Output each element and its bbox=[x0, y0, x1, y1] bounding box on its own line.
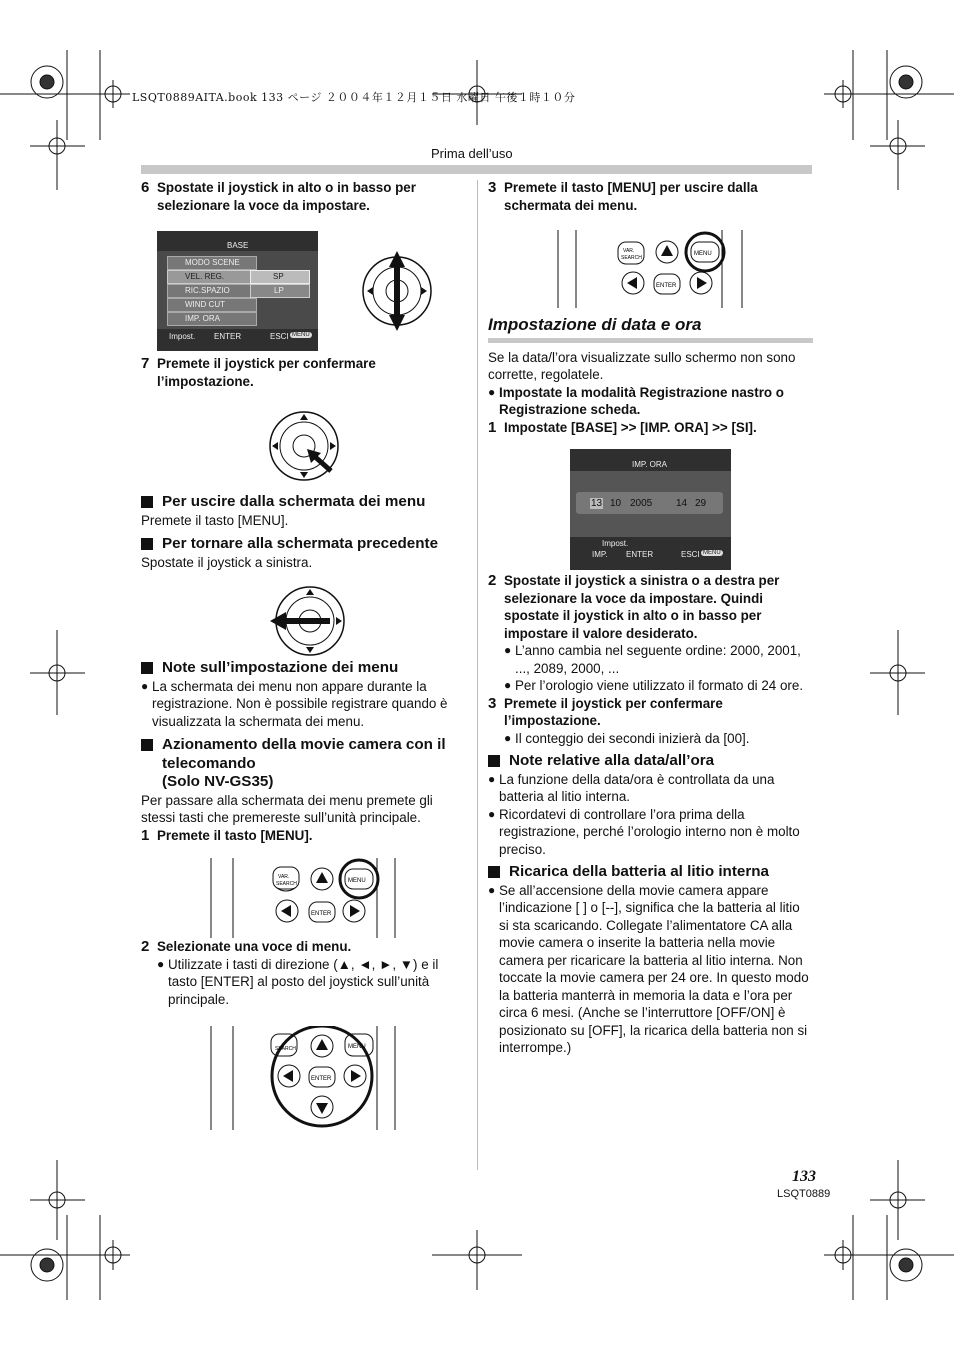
clock-minute: 29 bbox=[695, 498, 707, 509]
remote-menu-exit-illustration bbox=[556, 230, 746, 308]
svg-text:ENTER: ENTER bbox=[311, 1076, 332, 1082]
footer-right: ESCI bbox=[270, 332, 289, 341]
date-intro: Se la data/l’ora visualizzate sullo schermo non sono corrette, regolatele. bbox=[488, 349, 796, 382]
notes-heading: Note sull’impostazione dei menu bbox=[141, 659, 466, 678]
print-header: LSQT0889AITA.book 133 ページ ２００４年１２月１５日 水曜日 午後１時１０分 bbox=[132, 91, 576, 104]
date-notes-bullet: ● Ricordatevi di controllare l’ora prima della registrazione, perché l’orologio interno non è molto preciso. bbox=[488, 806, 800, 857]
top-bar bbox=[141, 165, 812, 174]
menu-screen bbox=[157, 231, 318, 351]
menu-badge: MENU bbox=[292, 332, 310, 338]
battery-bullet: ● Se all’accensione della movie camera appare l’indicazione [ ] o [--], significa che la batteria al litio si sta scaricando. Collegate l’alimentatore CA alla movie camera o inserite la batteria nella movie camera per ricaricare la batteria al litio interna. Non toccate la movie camera per 24 ore. In questo modo la batteria manterrà in memoria la data e l’ora per circa 6 mesi. (Anche se l’interruttore [OFF/ON] è posizionato su [OFF], la ricarica della batteria non si interrompe.) bbox=[488, 882, 809, 1055]
clock-footer-2: IMP. bbox=[592, 550, 608, 559]
menu-item: RIC.SPAZIO bbox=[185, 286, 230, 295]
menu-item: WIND CUT bbox=[185, 300, 225, 309]
sub-option: LP bbox=[274, 286, 284, 295]
svg-text:MENU: MENU bbox=[348, 1044, 366, 1050]
date-step-1: 1 Impostate [BASE] >> [IMP. ORA] >> [SI]. bbox=[488, 418, 757, 436]
clock-footer-1: Impost. bbox=[602, 539, 629, 548]
date-notes-heading: Note relative alla data/all’ora bbox=[488, 752, 813, 771]
date-step-3: 3 Premete il joystick per confermare l’impostazione. bbox=[488, 694, 723, 728]
exit-text: Premete il tasto [MENU]. bbox=[141, 512, 289, 528]
clock-screen-header: IMP. ORA bbox=[632, 460, 667, 469]
joystick-press-icon bbox=[267, 409, 341, 483]
remote-step-1: 1 Premete il tasto [MENU]. bbox=[141, 826, 313, 844]
date-step-2: 2 Spostate il joystick a sinistra o a destra per selezionare la voce da impostare. Quindi spostate il joystick in alto o in basso per impostare il valore desiderato. bbox=[488, 572, 780, 641]
clock-year: 2005 bbox=[630, 498, 653, 509]
svg-text:ENTER: ENTER bbox=[311, 911, 332, 917]
footer-left: Impost. bbox=[169, 332, 196, 341]
menu-item: VEL. REG. bbox=[185, 272, 225, 281]
remote-var-search-label: VAR. bbox=[278, 874, 290, 880]
date-bullet: ● Impostate la modalità Registrazione nastro o Registrazione scheda. bbox=[488, 384, 784, 417]
date-step-3-bullet: ● Il conteggio dei secondi inizierà da [00]. bbox=[504, 730, 750, 746]
exit-heading: Per uscire dalla schermata dei menu bbox=[141, 493, 471, 512]
svg-text:ENTER: ENTER bbox=[656, 283, 677, 289]
left-column bbox=[141, 179, 466, 214]
clock-footer-enter: ENTER bbox=[626, 550, 654, 559]
date-notes-bullet: ● La funzione della data/ora è controllata da una batteria al litio interna. bbox=[488, 771, 775, 804]
svg-text:MENU: MENU bbox=[348, 878, 366, 884]
sub-option: SP bbox=[273, 272, 284, 281]
back-heading: Per tornare alla schermata precedente bbox=[141, 535, 471, 554]
menu-screen-header: BASE bbox=[227, 241, 249, 250]
svg-text:SEARCH: SEARCH bbox=[275, 1046, 296, 1052]
step-6: 6 Spostate il joystick in alto o in basso per selezionare la voce da impostare. bbox=[141, 179, 416, 213]
date-title: Impostazione di data e ora bbox=[488, 315, 702, 334]
menu-item: IMP. ORA bbox=[185, 314, 220, 323]
joystick-updown-icon bbox=[361, 249, 433, 334]
date-step-2-bullet: ● L’anno cambia nel seguente ordine: 2000, 2001, ..., 2089, 2000, ... bbox=[504, 643, 801, 676]
battery-heading: Ricarica della batteria al litio interna bbox=[488, 863, 813, 882]
clock-screen bbox=[570, 449, 731, 570]
page-number: 133 bbox=[792, 1168, 816, 1185]
notes-bullet: ● La schermata dei menu non appare durante la registrazione. Non è possibile registrare quando è visualizzata la schermata dei menu. bbox=[141, 678, 448, 729]
clock-hour: 14 bbox=[676, 498, 688, 509]
footer-enter: ENTER bbox=[214, 332, 242, 341]
right-step-3: 3 Premete il tasto [MENU] per uscire dalla schermata dei menu. bbox=[488, 179, 758, 213]
remote-step-2: 2 Selezionate una voce di menu. bbox=[141, 938, 352, 955]
svg-text:SEARCH: SEARCH bbox=[621, 255, 642, 261]
remote-text: Per passare alla schermata dei menu premete gli stessi tasti che premereste sull’unità principale. bbox=[141, 792, 433, 825]
remote-step-2-bullet: ● Utilizzate i tasti di direzione (▲, ◄, ►, ▼) e il tasto [ENTER] al posto del joystick sull’unità principale. bbox=[157, 956, 439, 1007]
clock-menu-badge: MENU bbox=[703, 550, 721, 556]
column-divider bbox=[477, 180, 478, 1170]
remote-heading: Azionamento della movie camera con il telecomando (Solo NV-GS35) bbox=[141, 736, 466, 792]
svg-text:VAR.: VAR. bbox=[623, 248, 635, 254]
section-title: Prima dell’uso bbox=[431, 146, 513, 161]
menu-item: MODO SCENE bbox=[185, 258, 240, 267]
svg-text:MENU: MENU bbox=[694, 251, 712, 257]
remote-menu-illustration bbox=[207, 858, 399, 938]
clock-footer-right: ESCI bbox=[681, 550, 700, 559]
joystick-left-icon bbox=[268, 584, 346, 658]
remote-arrows-illustration bbox=[207, 1026, 399, 1130]
clock-month: 10 bbox=[610, 498, 622, 509]
clock-day: 13 bbox=[591, 498, 603, 509]
step-7: 7 Premete il joystick per confermare l’impostazione. bbox=[141, 355, 376, 389]
svg-text:SEARCH: SEARCH bbox=[276, 881, 297, 887]
back-text: Spostate il joystick a sinistra. bbox=[141, 554, 313, 570]
date-step-2-bullet: ● Per l’orologio viene utilizzato il formato di 24 ore. bbox=[504, 678, 804, 693]
doc-code: LSQT0889 bbox=[777, 1188, 831, 1200]
